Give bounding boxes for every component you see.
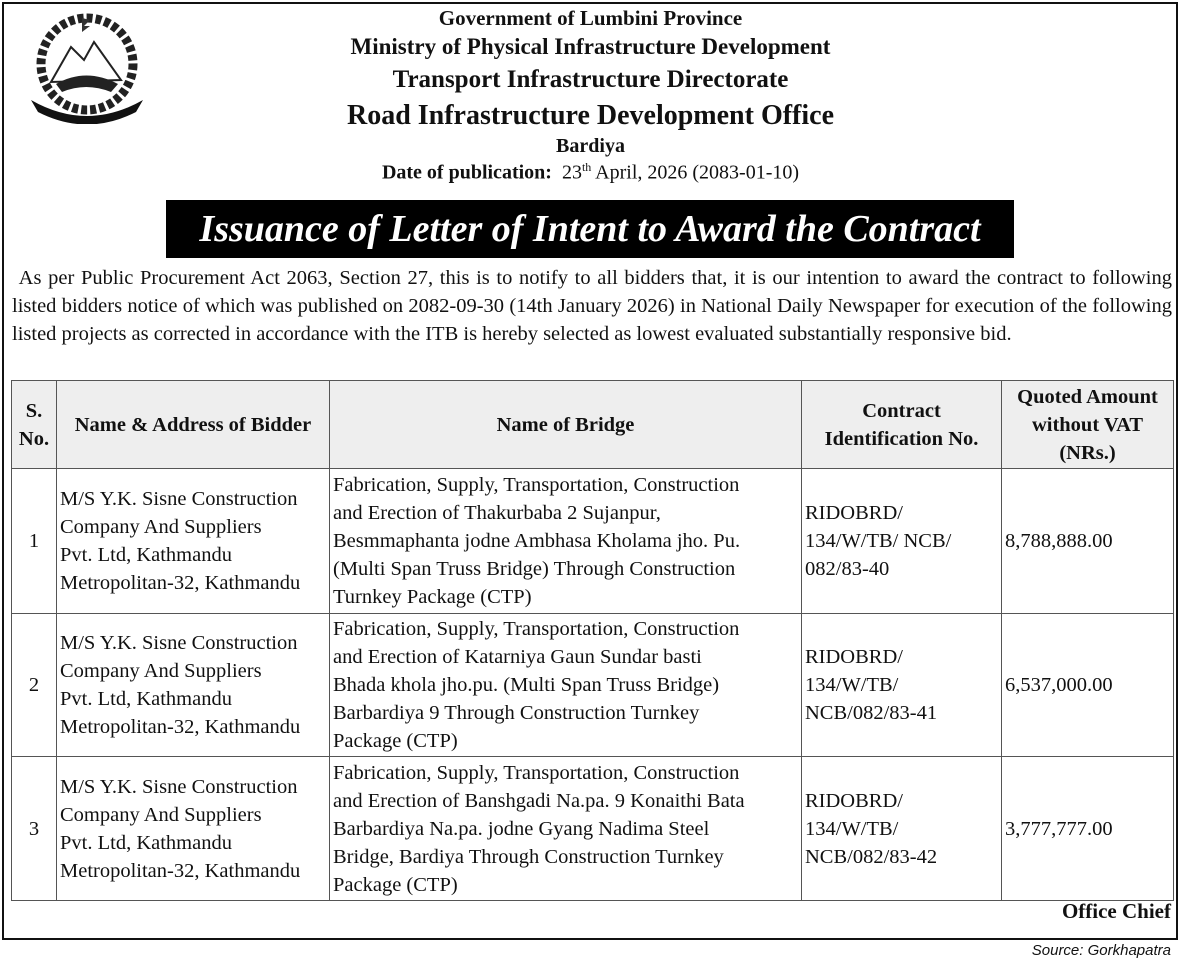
row-amount: 3,777,777.00: [1002, 757, 1174, 901]
header-sn: S. No.: [12, 381, 57, 469]
government-name: Government of Lumbini Province: [438, 6, 743, 30]
signature-office-chief: Office Chief: [1061, 899, 1171, 923]
row-contract-id: RIDOBRD/ 134/W/TB/ NCB/082/83-42: [802, 757, 1002, 901]
date-rest: April, 2026 (2083-01-10): [591, 161, 800, 184]
date-suffix: th: [581, 160, 592, 174]
row-bidder: M/S Y.K. Sisne Construction Company And Suppliers Pvt. Ltd, Kathmandu Metropolitan-32, Kathmandu: [57, 614, 330, 757]
row-sn: 2: [12, 614, 57, 757]
date-label: Date of publication:: [381, 161, 552, 184]
notice-title: Issuance of Letter of Intent to Award the Contract: [166, 200, 1014, 258]
ministry-name: Ministry of Physical Infrastructure Development: [350, 34, 831, 59]
header-contract-id: Contract Identification No.: [802, 381, 1002, 469]
table-row: [12, 757, 1174, 901]
row-bridge: Fabrication, Supply, Transportation, Construction and Erection of Banshgadi Na.pa. 9 Konaithi Bata Barbardiya Na.pa. jodne Gyang Nadima Steel Bridge, Bardiya Through Construction Turnkey Package (CTP): [330, 757, 802, 901]
table-header-row: [12, 381, 1174, 469]
row-bridge: Fabrication, Supply, Transportation, Construction and Erection of Thakurbaba 2 Sujanpur, Besmmaphanta jodne Ambhasa Kholama jho. Pu. (Multi Span Truss Bridge) Through Construction Turnkey Package (CTP): [330, 469, 802, 614]
row-contract-id: RIDOBRD/ 134/W/TB/ NCB/ 082/83-40: [802, 469, 1002, 614]
intro-paragraph: [12, 264, 1172, 348]
row-bridge: Fabrication, Supply, Transportation, Construction and Erection of Katarniya Gaun Sundar basti Bhada khola jho.pu. (Multi Span Truss Bridge) Barbardiya 9 Through Construction Turnkey Package (CTP): [330, 614, 802, 757]
row-sn: 3: [12, 757, 57, 901]
row-amount: 6,537,000.00: [1002, 614, 1174, 757]
office-location: Bardiya: [556, 135, 625, 157]
header-bridge: Name of Bridge: [330, 381, 802, 469]
row-bidder: M/S Y.K. Sisne Construction Company And Suppliers Pvt. Ltd, Kathmandu Metropolitan-32, Kathmandu: [57, 757, 330, 901]
source-credit: Source: Gorkhapatra: [1031, 942, 1171, 959]
award-table: [11, 380, 1174, 901]
table-row: [12, 614, 1174, 757]
publication-date: [0, 160, 1181, 185]
row-bidder: M/S Y.K. Sisne Construction Company And Suppliers Pvt. Ltd, Kathmandu Metropolitan-32, Kathmandu: [57, 469, 330, 614]
row-amount: 8,788,888.00: [1002, 469, 1174, 614]
header-bidder: Name & Address of Bidder: [57, 381, 330, 469]
office-name: Road Infrastructure Development Office: [346, 100, 835, 131]
table-row: [12, 469, 1174, 614]
row-contract-id: RIDOBRD/ 134/W/TB/ NCB/082/83-41: [802, 614, 1002, 757]
row-sn: 1: [12, 469, 57, 614]
intro-text: As per Public Procurement Act 2063, Section 27, this is to notify to all bidders that, it is our intention to award the contract to following listed bidders notice of which was published on 2082-09-30 (14th January 2026) in National Daily Newspaper for execution of the following listed projects as corrected in accordance with the ITB is hereby selected as lowest evaluated substantially responsive bid.: [12, 267, 1172, 345]
directorate-name: Transport Infrastructure Directorate: [392, 66, 789, 93]
date-day: 23: [561, 161, 582, 184]
header-amount: Quoted Amount without VAT (NRs.): [1002, 381, 1174, 469]
